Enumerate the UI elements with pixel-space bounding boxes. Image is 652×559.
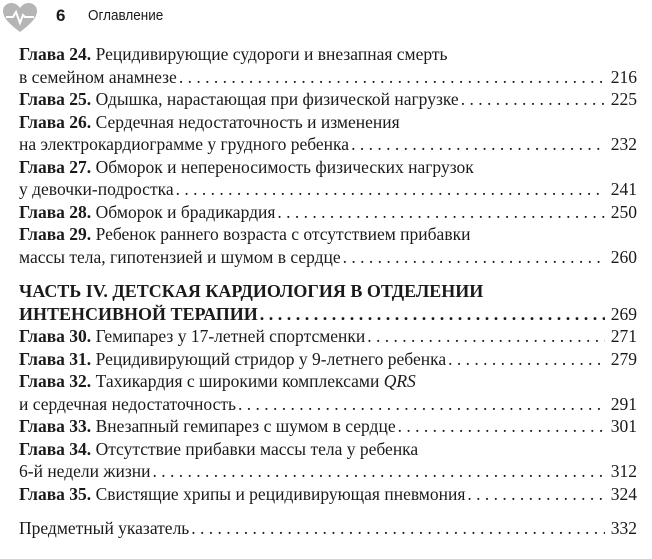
- toc-entry-ch24[interactable]: [19, 43, 637, 88]
- chapter-label: Глава 26.: [19, 111, 92, 132]
- dot-leader: [343, 246, 605, 269]
- page-ref: 332: [610, 518, 637, 538]
- toc-entry-ch32[interactable]: [19, 370, 637, 415]
- dot-leader: [191, 517, 605, 540]
- chapter-title: Свистящие хрипы и рецидивирующая пневмония: [95, 483, 466, 504]
- table-of-contents: [19, 43, 637, 540]
- chapter-title: Внезапный гемипарез с шумом в сердце: [95, 416, 396, 436]
- page-ref: 260: [610, 246, 637, 267]
- chapter-title: Рецидивирующие судороги и внезапная смерть: [95, 44, 448, 64]
- toc-entry-index[interactable]: [19, 517, 637, 540]
- dot-leader: [277, 201, 605, 224]
- toc-entry-ch26[interactable]: [19, 111, 637, 156]
- dot-leader: [448, 348, 605, 371]
- index-title: Предметный указатель: [19, 518, 190, 538]
- dot-leader: [176, 178, 605, 201]
- page-number: 6: [56, 6, 66, 25]
- chapter-label: Глава 31.: [19, 348, 92, 369]
- dot-leader: [179, 66, 605, 89]
- page-ref: 269: [610, 303, 637, 324]
- page-ref: 324: [610, 483, 637, 504]
- dot-leader: [398, 415, 605, 438]
- toc-entry-ch35[interactable]: [19, 483, 637, 506]
- page-ref: 250: [610, 201, 637, 222]
- toc-entry-ch34[interactable]: [19, 438, 637, 483]
- toc-entry-ch30[interactable]: [19, 325, 637, 348]
- dot-leader: [461, 88, 605, 111]
- chapter-title: Гемипарез у 17-летней спортсменки: [95, 326, 366, 346]
- chapter-title-cont: 6-й недели жизни: [19, 461, 151, 481]
- part-title: ЧАСТЬ IV. ДЕТСКАЯ КАРДИОЛОГИЯ В ОТДЕЛЕНИИ: [19, 281, 484, 301]
- running-header: [0, 0, 652, 38]
- dot-leader: [367, 325, 605, 348]
- part-title-cont: ИНТЕНСИВНОЙ ТЕРАПИИ: [19, 303, 258, 324]
- spacer: [19, 505, 637, 517]
- dot-leader: [260, 303, 605, 326]
- dot-leader: [351, 133, 605, 156]
- chapter-title: Обморок и непереносимость физических нагрузок: [95, 156, 474, 177]
- chapter-title: Отсутствие прибавки массы тела у ребенка: [95, 438, 419, 459]
- page-ref: 312: [610, 461, 637, 481]
- chapter-label: Глава 24.: [19, 44, 92, 64]
- dot-leader: [152, 460, 605, 483]
- chapter-title: Ребенок раннего возраста с отсутствием прибавки: [95, 224, 471, 244]
- chapter-title-cont: на электрокардиограмме у грудного ребенка: [19, 134, 350, 154]
- chapter-label: Глава 25.: [19, 89, 92, 109]
- chapter-title: Сердечная недостаточность и изменения: [95, 111, 400, 132]
- toc-entry-ch25[interactable]: [19, 88, 637, 111]
- chapter-title: Рецидивирующий стридор у 9-летнего ребенка: [95, 348, 447, 369]
- toc-entry-ch27[interactable]: [19, 156, 637, 201]
- running-title: Оглавление: [88, 7, 164, 24]
- page-ref: 271: [610, 326, 637, 346]
- chapter-title: Одышка, нарастающая при физической нагрузке: [95, 89, 459, 109]
- page-ref: 216: [610, 66, 637, 87]
- page-ref: 241: [610, 179, 637, 199]
- chapter-label: Глава 32.: [19, 371, 92, 391]
- chapter-label: Глава 30.: [19, 326, 92, 346]
- page-ref: 279: [610, 348, 637, 369]
- dot-leader: [467, 483, 605, 506]
- toc-entry-ch31[interactable]: [19, 348, 637, 371]
- chapter-label: Глава 35.: [19, 483, 92, 504]
- page-ref: 225: [610, 89, 637, 109]
- chapter-title: Обморок и брадикардия: [95, 201, 276, 222]
- chapter-label: Глава 29.: [19, 224, 92, 244]
- chapter-label: Глава 34.: [19, 438, 92, 459]
- heart-pulse-icon: [2, 2, 38, 34]
- chapter-title-italic: QRS: [383, 371, 416, 391]
- toc-entry-ch29[interactable]: [19, 223, 637, 268]
- page-ref: 291: [610, 393, 637, 414]
- page-ref: 232: [610, 134, 637, 154]
- chapter-label: Глава 28.: [19, 201, 92, 222]
- toc-entry-ch28[interactable]: [19, 201, 637, 224]
- chapter-title-cont: у девочки-подростка: [19, 179, 174, 199]
- toc-entry-part4[interactable]: [19, 280, 637, 325]
- chapter-title-cont: в семейном анамнезе: [19, 66, 177, 87]
- chapter-title: Тахикардия с широкими комплексами: [95, 371, 380, 391]
- chapter-label: Глава 33.: [19, 416, 92, 436]
- page-ref: 301: [610, 416, 637, 436]
- dot-leader: [238, 393, 605, 416]
- chapter-label: Глава 27.: [19, 156, 92, 177]
- chapter-title-cont: массы тела, гипотензией и шумом в сердце: [19, 246, 341, 267]
- chapter-title-cont: и сердечная недостаточность: [19, 393, 236, 414]
- toc-entry-ch33[interactable]: [19, 415, 637, 438]
